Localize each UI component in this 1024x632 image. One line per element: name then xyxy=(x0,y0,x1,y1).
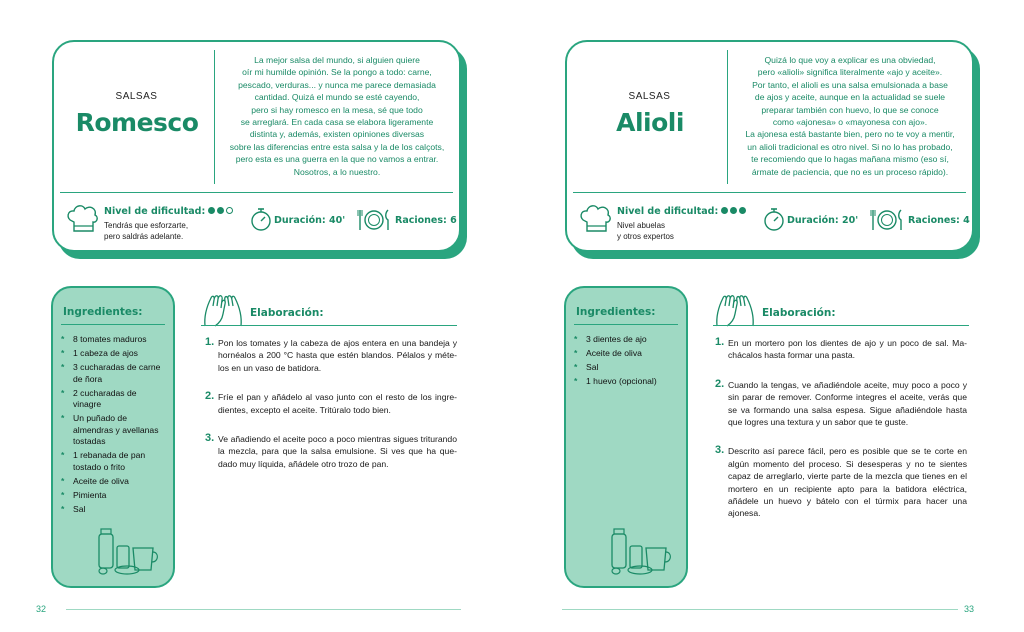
recipe-header-card xyxy=(565,40,974,252)
difficulty-label xyxy=(617,206,748,217)
bullet-icon: * xyxy=(61,450,65,460)
divider xyxy=(201,325,457,326)
ingredient-item xyxy=(61,348,167,360)
difficulty-label xyxy=(104,206,235,217)
jars-icon xyxy=(95,526,161,576)
intro-line: Nosotros, a lo nuestro. xyxy=(293,166,381,177)
ingredients-panel xyxy=(51,286,175,588)
intro-line: ármate de paciencia, que no es un proceso rápido). xyxy=(751,166,949,177)
jars-icon xyxy=(608,526,674,576)
difficulty-text-line: Tendrás que esforzarte, xyxy=(104,221,189,230)
recipe-intro xyxy=(222,54,452,178)
servings: Raciones: 6 xyxy=(395,215,457,226)
bullet-icon: * xyxy=(574,348,578,358)
step xyxy=(205,391,457,416)
ingredient-item xyxy=(61,334,167,346)
bullet-icon: * xyxy=(61,503,65,514)
ingredient-item xyxy=(574,334,680,346)
ingredient-text: Pimienta xyxy=(73,489,107,500)
intro-line: La mejor salsa del mundo, si alguien quiere xyxy=(254,55,420,65)
recipe-category: SALSAS xyxy=(115,91,158,102)
intro-line: Por tanto, el alioli es una salsa emulsionada a base xyxy=(752,79,948,90)
difficulty-dots xyxy=(721,206,748,217)
elaboration-title: Elaboración: xyxy=(250,307,324,319)
divider xyxy=(60,192,453,193)
bullet-icon: * xyxy=(574,376,578,386)
step xyxy=(715,337,967,362)
ingredient-item xyxy=(61,450,167,473)
bullet-icon: * xyxy=(61,362,65,372)
ingredients-title: Ingredientes: xyxy=(63,306,143,318)
difficulty-dot xyxy=(739,207,746,214)
intro-line: se arreglará. En cada casa se elabora ligeramente xyxy=(240,117,434,128)
footer-rule xyxy=(66,609,461,610)
step-text: Ve añadiendo el aceite poco a poco mientras sigues triturando la mezcla, para que la salsa emulsione. Si ves que ha quedado muy líquida, añádele otro trozo de pan. xyxy=(218,434,457,469)
chef-hat-icon xyxy=(579,204,613,234)
difficulty-dot xyxy=(208,207,215,214)
ingredient-text: 2 cucharadas de vinagre xyxy=(73,387,137,409)
page-number: 32 xyxy=(36,604,47,614)
intro-line: La ajonesa está bastante bien, pero no te voy a mentir, xyxy=(745,129,955,140)
intro-line: un alioli tradicional es otro nivel. Si no lo has probado, xyxy=(747,141,953,152)
divider xyxy=(214,50,215,184)
difficulty-dot xyxy=(721,207,728,214)
divider xyxy=(61,324,165,325)
step xyxy=(715,445,967,519)
divider xyxy=(573,192,966,193)
chef-hat-icon xyxy=(66,204,100,234)
recipe-title: Romesco xyxy=(75,108,199,137)
step xyxy=(205,433,457,470)
intro-line: pescado, verduras... y nunca me parece demasiada xyxy=(238,79,436,90)
step-text: En un mortero pon los dientes de ajo y un poco de sal. Machácalos hasta formar una pasta. xyxy=(728,338,967,361)
ingredient-text: 8 tomates maduros xyxy=(73,334,147,344)
intro-line: pero si hay romesco en la mesa, sé que todo xyxy=(251,104,423,115)
recipe-intro xyxy=(735,54,965,178)
bullet-icon: * xyxy=(61,489,65,500)
hands-icon xyxy=(201,292,245,328)
difficulty-text-line: pero saldrás adelante. xyxy=(104,232,184,241)
divider xyxy=(574,324,678,325)
duration: Duración: 40' xyxy=(274,215,346,226)
ingredient-text: Sal xyxy=(586,362,599,372)
step-number: 3. xyxy=(715,444,725,457)
elaboration-title: Elaboración: xyxy=(762,307,836,319)
intro-line: preparar también con huevo, lo que se conoce xyxy=(761,104,939,115)
ingredient-text: 3 cucharadas de carne de ñora xyxy=(73,362,161,384)
ingredient-item xyxy=(61,490,167,502)
difficulty-text-line: y otros expertos xyxy=(617,232,674,241)
ingredient-text: 1 cabeza de ajos xyxy=(73,348,138,358)
intro-line: te recomiendo que lo hagas mañana mismo (eso sí, xyxy=(751,154,949,165)
duration: Duración: 20' xyxy=(787,215,859,226)
bullet-icon: * xyxy=(61,475,65,486)
intro-line: oír mi humilde opinión. Se la pongo a todo: carne, xyxy=(242,67,432,78)
bullet-icon: * xyxy=(61,413,65,423)
right-page xyxy=(512,0,1024,632)
difficulty-text xyxy=(104,220,188,242)
intro-line: sobre las diferencias entre esta salsa y la de los calçots, xyxy=(229,141,445,152)
step-number: 2. xyxy=(205,390,215,403)
difficulty-text xyxy=(617,220,674,242)
difficulty-label-text: Nivel de dificultad: xyxy=(104,206,206,217)
ingredients-list xyxy=(574,334,680,390)
recipe-category: SALSAS xyxy=(628,91,671,102)
ingredient-item xyxy=(574,376,680,388)
divider xyxy=(727,50,728,184)
intro-line: de ajos y aceite, aunque en la actualidad se suele xyxy=(754,92,946,103)
step-text: Descrito así parece fácil, pero es posible que se te corte en algún momento del proceso. Si desesperas y no te sientes capaz de arreglarlo, vierte parte de la mezcla que tienes en el mortero en un recipiente apto para la batidora eléctrica, añádele un huevo y bátelo con el túrmix para hacer una ajonesa. xyxy=(728,446,967,519)
timer-icon xyxy=(250,206,272,232)
bullet-icon: * xyxy=(61,334,65,344)
ingredients-panel xyxy=(564,286,688,588)
bullet-icon: * xyxy=(574,334,578,344)
bullet-icon: * xyxy=(61,348,65,358)
intro-line: pero «alioli» significa literalmente «ajo y aceite». xyxy=(757,67,943,78)
ingredient-text: Un puñado de almendras y avellanas tostadas xyxy=(73,413,159,446)
bullet-icon: * xyxy=(574,362,578,372)
plate-cutlery-icon xyxy=(356,208,392,232)
step-text: Fríe el pan y añádelo al vaso junto con el resto de los ingredientes, excepto el aceite. Tritúralo todo bien. xyxy=(218,392,457,415)
difficulty-text-line: Nivel abuelas xyxy=(617,221,666,230)
footer-rule xyxy=(562,609,958,610)
difficulty-label-text: Nivel de dificultad: xyxy=(617,206,719,217)
ingredient-item xyxy=(61,362,167,385)
step-number: 1. xyxy=(715,336,725,348)
timer-icon xyxy=(763,206,785,232)
step-number: 2. xyxy=(715,377,725,390)
recipe-header-card xyxy=(52,40,461,252)
ingredient-item xyxy=(574,348,680,360)
difficulty-dot xyxy=(217,207,224,214)
recipe-title: Alioli xyxy=(616,108,684,137)
intro-line: pero esta es una guerra en la que no vamos a entrar. xyxy=(235,154,439,165)
intro-line: distinta y, además, existen opiniones diversas xyxy=(249,129,425,140)
plate-cutlery-icon xyxy=(869,208,905,232)
ingredient-text: Aceite de oliva xyxy=(586,348,642,358)
hands-icon xyxy=(713,292,757,328)
page-number: 33 xyxy=(964,604,975,614)
difficulty-dots xyxy=(208,206,235,217)
ingredient-text: Aceite de oliva xyxy=(73,475,129,486)
step-text: Pon los tomates y la cabeza de ajos entera en una bandeja y hornéalos a 200 °C hasta que estén blandos. Pélalos y mételos en un vaso de batidora. xyxy=(218,338,457,373)
ingredient-item xyxy=(61,504,167,516)
step-text: Cuando la tengas, ve añadiéndole aceite, muy poco a poco y sin parar de remover. Conforme integres el aceite, verás que se va formando una salsa espesa. Sigue añadiéndole hasta que logres una textura y un sabor que te guste. xyxy=(728,379,967,428)
steps-list xyxy=(205,337,457,487)
ingredient-item xyxy=(61,388,167,411)
ingredient-text: 1 rebanada de pan tostado o frito xyxy=(73,450,146,472)
difficulty-dot xyxy=(226,207,233,214)
ingredients-title: Ingredientes: xyxy=(576,306,656,318)
step-number: 1. xyxy=(205,336,215,348)
ingredient-text: 1 huevo (opcional) xyxy=(586,376,657,386)
step xyxy=(205,337,457,374)
divider xyxy=(713,325,969,326)
step xyxy=(715,379,967,429)
ingredient-item xyxy=(61,476,167,488)
steps-list xyxy=(715,337,967,537)
difficulty-dot xyxy=(730,207,737,214)
ingredients-list xyxy=(61,334,167,518)
ingredient-item xyxy=(574,362,680,374)
step-number: 3. xyxy=(205,432,215,445)
ingredient-item xyxy=(61,413,167,448)
ingredient-text: 3 dientes de ajo xyxy=(586,334,647,344)
intro-line: cantidad. Quizá el mundo se esté cayendo, xyxy=(254,92,420,103)
intro-line: Quizá lo que voy a explicar es una obviedad, xyxy=(764,55,936,65)
intro-line: como «ajonesa» o «mayonesa con ajo». xyxy=(772,117,928,128)
servings: Raciones: 4 xyxy=(908,215,970,226)
ingredient-text: Sal xyxy=(73,503,86,514)
bullet-icon: * xyxy=(61,387,65,398)
